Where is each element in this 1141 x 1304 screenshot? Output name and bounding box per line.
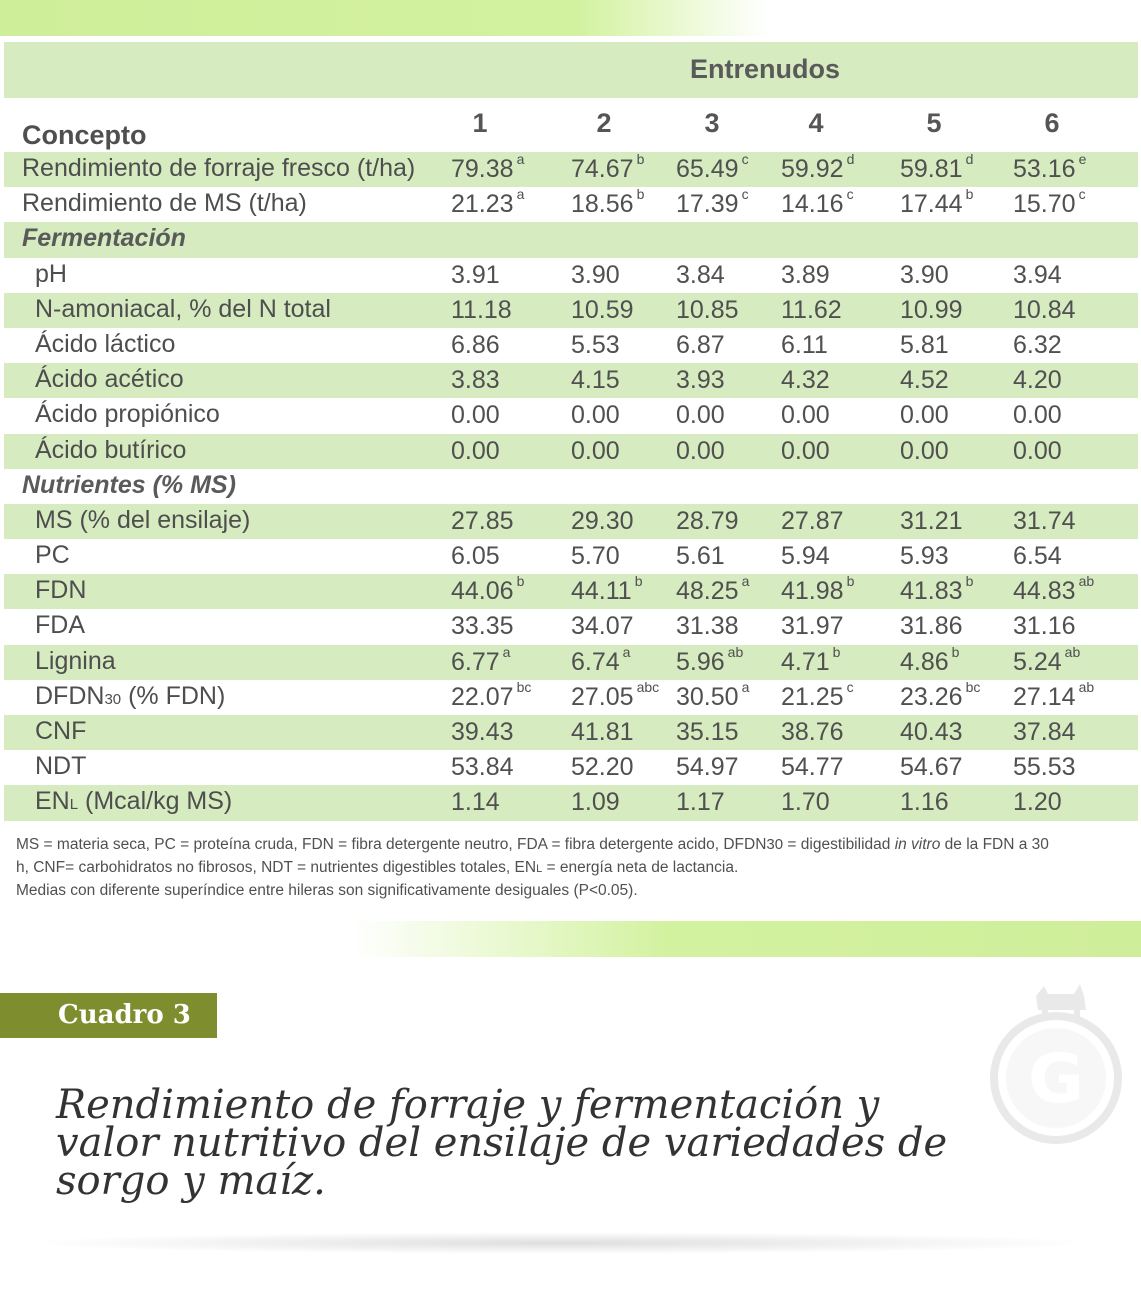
significance-superscript: b: [846, 573, 855, 590]
figure-title: Rendimiento de forraje y fermentación y valor nutritivo del ensilaje de variedades de sorgo y maíz.: [56, 1082, 948, 1204]
table-cell: 0.00: [900, 401, 949, 430]
table-cell: 38.76: [781, 718, 844, 746]
row-label: pH: [35, 259, 67, 288]
table-cell: 0.00: [781, 436, 830, 465]
cuadro-label: Cuadro 3: [0, 993, 217, 1038]
footnote-line-2: h, CNF= carbohidratos no fibrosos, NDT = nutrientes digestibles totales, ENL = energía neta de lactancia.: [16, 858, 739, 876]
table-cell: 44.83 $^{ab}$: [1013, 573, 1095, 606]
table-row: [4, 434, 1138, 469]
significance-superscript: b: [636, 186, 645, 203]
table-cell: 54.67: [900, 753, 963, 782]
table-cell: 1.70: [781, 788, 830, 817]
table-cell: 27.05 $^{abc}$: [571, 678, 660, 711]
row-label: ENL (Mcal/kg MS): [35, 787, 233, 816]
section-row: [4, 222, 1138, 257]
table-row: [4, 609, 1138, 644]
table-cell: 11.62: [781, 295, 842, 324]
table-cell: 4.71 $^b$: [781, 643, 841, 676]
significance-superscript: a: [502, 643, 511, 660]
table-cell: 3.91: [451, 260, 500, 289]
table-cell: 54.77: [781, 753, 844, 782]
logo-letter: G: [1028, 1040, 1084, 1119]
significance-superscript: c: [846, 678, 854, 695]
table-row: [4, 258, 1138, 293]
table-cell: 21.23 $^a$: [451, 186, 525, 219]
table-cell: 5.94: [781, 542, 830, 571]
section-label: Nutrientes (% MS): [22, 470, 236, 499]
row-label: NDT: [35, 752, 87, 781]
table-row: [4, 187, 1138, 222]
mid-decorative-band: [350, 921, 1141, 957]
row-label: CNF: [35, 717, 87, 745]
table-row: [4, 539, 1138, 574]
table-cell: 15.70 $^c$: [1013, 186, 1086, 219]
brand-logo-icon: [988, 978, 1124, 1148]
table-cell: 0.00: [451, 436, 500, 465]
table-cell: 17.44 $^b$: [900, 186, 974, 219]
section-row: [4, 469, 1138, 504]
table-cell: 39.43: [451, 718, 514, 746]
table-row: [4, 680, 1138, 715]
table-cell: 0.00: [676, 401, 725, 430]
significance-superscript: b: [965, 573, 974, 590]
table-cell: 79.38 $^a$: [451, 151, 525, 183]
table-cell: 28.79: [676, 506, 739, 535]
table-cell: 0.00: [571, 401, 620, 430]
table-cell: 10.84: [1013, 295, 1076, 324]
row-label: Ácido láctico: [35, 329, 176, 358]
significance-superscript: c: [741, 186, 749, 203]
row-label: MS (% del ensilaje): [35, 505, 251, 534]
significance-superscript: d: [965, 151, 974, 167]
table-cell: 3.90: [571, 260, 620, 289]
row-label: Ácido acético: [35, 365, 184, 394]
table-cell: 41.81: [571, 718, 634, 746]
table-row: [4, 398, 1138, 433]
table-row: [4, 328, 1138, 363]
table-cell: 31.74: [1013, 506, 1076, 535]
title-shadow: [20, 1232, 1100, 1254]
table-cell: 41.98 $^b$: [781, 573, 855, 606]
table-row: [4, 750, 1138, 785]
significance-superscript: b: [636, 151, 645, 167]
table-cell: 0.00: [676, 436, 725, 465]
row-label: Lignina: [35, 646, 116, 675]
row-label: Ácido butírico: [35, 435, 187, 464]
table-cell: 1.14: [451, 788, 500, 817]
table-cell: 5.61: [676, 542, 725, 571]
table-cell: 3.84: [676, 260, 725, 289]
concepto-header: Concepto: [22, 120, 147, 150]
table-cell: 3.90: [900, 260, 949, 289]
table-row: [4, 363, 1138, 398]
table-cell: 6.54: [1013, 542, 1062, 571]
table-cell: 34.07: [571, 612, 634, 641]
table-cell: 21.25 $^c$: [781, 678, 854, 711]
footnote-line-1: MS = materia seca, PC = proteína cruda, FDN = fibra detergente neutro, FDA = fibra detergente acido, DFDN30 = digestibilidad in vitro de la FDN a 30: [16, 836, 1049, 853]
footnotes: [16, 834, 1086, 903]
significance-superscript: c: [741, 151, 749, 167]
table-cell: 37.84: [1013, 718, 1076, 746]
table-cell: 33.35: [451, 612, 514, 641]
table-cell: 5.70: [571, 542, 620, 571]
significance-superscript: a: [516, 151, 525, 167]
table-cell: 44.11 $^b$: [571, 573, 643, 606]
table-cell: 31.21: [900, 506, 963, 535]
table-row: [4, 715, 1138, 750]
table-cell: 23.26 $^{bc}$: [900, 678, 981, 711]
significance-superscript: e: [1078, 151, 1087, 167]
significance-superscript: a: [622, 643, 631, 660]
row-label: FDA: [35, 611, 85, 640]
table-cell: 0.00: [781, 401, 830, 430]
table-cell: 10.99: [900, 295, 963, 324]
data-table: [4, 42, 1138, 821]
significance-superscript: abc: [636, 678, 660, 695]
significance-superscript: d: [846, 151, 855, 167]
table-cell: 3.83: [451, 366, 500, 395]
table-cell: 11.18: [451, 295, 512, 324]
row-label: Rendimiento de MS (t/ha): [22, 189, 307, 218]
table-cell: 4.32: [781, 366, 830, 395]
table-cell: 0.00: [900, 436, 949, 465]
table-row: [4, 152, 1138, 187]
table-cell: 6.87: [676, 330, 725, 359]
table-cell: 6.74 $^a$: [571, 643, 631, 676]
column-header-5: 5: [926, 108, 942, 138]
column-header-4: 4: [808, 108, 824, 138]
table-cell: 30.50 $^a$: [676, 678, 750, 711]
table-body: [4, 152, 1138, 821]
table-cell: 5.81: [900, 330, 949, 359]
table-cell: 22.07 $^{bc}$: [451, 678, 532, 711]
table-cell: 27.87: [781, 506, 844, 535]
table-cell: 4.20: [1013, 366, 1062, 395]
table-cell: 5.96 $^{ab}$: [676, 643, 744, 676]
table-cell: 10.85: [676, 295, 739, 324]
table-cell: 35.15: [676, 718, 739, 746]
column-header-1: 1: [472, 108, 488, 138]
table-cell: 48.25 $^a$: [676, 573, 750, 606]
table-cell: 31.38: [676, 612, 739, 641]
table-cell: 14.16 $^c$: [781, 186, 854, 219]
column-header-3: 3: [704, 108, 720, 138]
table-cell: 10.59: [571, 295, 634, 324]
table-row: [4, 785, 1138, 820]
significance-superscript: b: [965, 186, 974, 203]
table-cell: 27.85: [451, 506, 514, 535]
table-row: [4, 645, 1138, 680]
significance-superscript: ab: [727, 643, 744, 660]
table-cell: 5.93: [900, 542, 949, 571]
footnote-line-3: Medias con diferente superíndice entre hileras son significativamente desiguales (P<0.05).: [16, 882, 638, 899]
table-cell: 59.81 $^d$: [900, 151, 974, 183]
table-cell: 52.20: [571, 753, 634, 782]
significance-superscript: c: [1078, 186, 1086, 203]
table-cell: 55.53: [1013, 753, 1076, 782]
table-cell: 27.14 $^{ab}$: [1013, 678, 1095, 711]
table-cell: 5.53: [571, 330, 620, 359]
column-header-row: [4, 98, 1138, 152]
significance-superscript: b: [951, 643, 960, 660]
table-cell: 41.83 $^b$: [900, 573, 974, 606]
significance-superscript: ab: [1064, 643, 1081, 660]
table-row: [4, 293, 1138, 328]
table-cell: 6.11: [781, 330, 828, 359]
row-label: PC: [35, 541, 70, 570]
table-cell: 6.86: [451, 330, 500, 359]
entrenudos-header: Entrenudos: [690, 54, 841, 84]
table-cell: 44.06 $^b$: [451, 573, 525, 606]
table-cell: 53.84: [451, 753, 514, 782]
table-cell: 6.05: [451, 542, 500, 571]
table-cell: 1.20: [1013, 788, 1062, 817]
significance-superscript: b: [634, 573, 643, 590]
top-decorative-band: [0, 0, 770, 36]
table-cell: 0.00: [1013, 401, 1062, 430]
table-cell: 17.39 $^c$: [676, 186, 749, 219]
significance-superscript: a: [516, 186, 525, 203]
column-header-6: 6: [1044, 108, 1060, 138]
table-cell: 6.77 $^a$: [451, 643, 511, 676]
table-cell: 65.49 $^c$: [676, 151, 749, 183]
significance-superscript: a: [741, 678, 750, 695]
row-label: Rendimiento de forraje fresco (t/ha): [22, 154, 416, 182]
table-cell: 40.43: [900, 718, 963, 746]
table-cell: 31.97: [781, 612, 844, 641]
table-cell: 59.92 $^d$: [781, 151, 855, 183]
significance-superscript: b: [516, 573, 525, 590]
table-cell: 3.89: [781, 260, 830, 289]
table-cell: 4.86 $^b$: [900, 643, 960, 676]
table-cell: 3.94: [1013, 260, 1062, 289]
significance-superscript: a: [741, 573, 750, 590]
significance-superscript: bc: [516, 678, 532, 695]
significance-superscript: ab: [1078, 678, 1095, 695]
table-cell: 0.00: [571, 436, 620, 465]
table-cell: 1.17: [676, 788, 725, 817]
table-cell: 29.30: [571, 506, 634, 535]
table-cell: 4.52: [900, 366, 949, 395]
table-header-band: [4, 42, 1138, 98]
table-cell: 1.16: [900, 788, 949, 817]
table-cell: 3.93: [676, 366, 725, 395]
table-cell: 4.15: [571, 366, 620, 395]
table-cell: 1.09: [571, 788, 620, 817]
section-label: Fermentación: [22, 224, 186, 253]
table-cell: 74.67 $^b$: [571, 151, 645, 183]
table-cell: 54.97: [676, 753, 739, 782]
table-row: [4, 504, 1138, 539]
row-label: Ácido propiónico: [35, 400, 220, 429]
row-label: DFDN30 (% FDN): [35, 681, 226, 710]
table-cell: 0.00: [1013, 436, 1062, 465]
significance-superscript: c: [846, 186, 854, 203]
significance-superscript: ab: [1078, 573, 1095, 590]
table-cell: 31.16: [1013, 612, 1076, 641]
table-cell: 31.86: [900, 612, 963, 641]
table-cell: 6.32: [1013, 330, 1062, 359]
column-header-2: 2: [596, 108, 612, 138]
row-label: FDN: [35, 576, 87, 605]
table-cell: 18.56 $^b$: [571, 186, 645, 219]
table-row: [4, 574, 1138, 609]
table-cell: 53.16 $^e$: [1013, 151, 1087, 183]
table-cell: 0.00: [451, 401, 500, 430]
significance-superscript: bc: [965, 678, 981, 695]
row-label: N-amoniacal, % del N total: [35, 294, 331, 323]
table-cell: 5.24 $^{ab}$: [1013, 643, 1081, 676]
significance-superscript: b: [832, 643, 841, 660]
